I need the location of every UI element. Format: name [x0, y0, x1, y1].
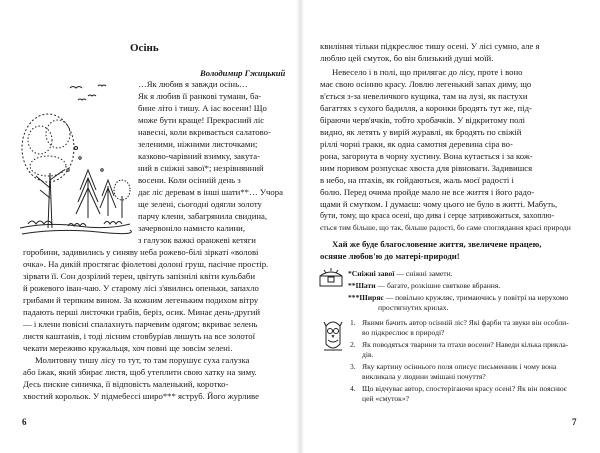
text-line: болю. Перед очима пройде мало не все життя і його радо- [320, 187, 535, 197]
text-line: зеленими, ніжними листочками; [138, 139, 258, 149]
text-line: горобини, задивились у синяву неба рожево-білі зіркаті «волові [23, 247, 259, 257]
text-line: в'ється з-за невеличкого кущика, там на лузі, як пастухи [320, 91, 528, 101]
text-line: восени. Коли осінній день з [138, 175, 241, 185]
page-number: 6 [22, 417, 27, 427]
text-line: парчу клени, забагрянила свидина, [138, 211, 268, 221]
text-line: ним поривом розпускає хвоста для рівноваги. Задивишся [320, 163, 533, 173]
tree-illustration [18, 78, 132, 236]
text-line: ріллі чорні граки, як одна самотня деревина сіра во- [320, 139, 513, 149]
text-line: чекати мереживо кружальця, хоч повні ще зовсім зелені. [23, 343, 233, 353]
text-line: з галузок важкі оранжеві кетяги [138, 235, 256, 245]
text-line: бути, тому, що краса осені, що дива і серце затривожиться, захоплю- [320, 211, 555, 220]
text-line: хвостий корольок. У підмебессі широ*** яструб. Його журливе [23, 391, 259, 401]
chest-icon [318, 268, 344, 288]
text-line: бине літо і тишу. А іас восени! Що [138, 103, 267, 113]
question-text: во підкреслює в природі? [362, 328, 445, 337]
text-line: зірвати її. Сон дозрілий терен, цвітуть запізнілі квіти кульбаби [23, 271, 255, 281]
question-text: викликала у людини змішані почуття? [362, 372, 486, 381]
text-line: може бути краще! Прекрасний ліс [138, 115, 265, 125]
text-line: багаттях з сухого бадилля, а коронки бродять тут же, під- [320, 103, 532, 113]
text-line: рона, загорнута в чорну хустину. Вона кутається і за кож- [320, 151, 533, 161]
footnote: простягнутих крилах. [378, 303, 449, 312]
question-text: дів. [362, 350, 374, 359]
text-line: — і клени повісні спалахнуть парчевим одягом; вкриває зелень [23, 319, 258, 329]
text-line: листя каштанів, і тоді лісним стовбуріав лишуть на все золотої [23, 331, 255, 341]
text-line: грибами й терпким вином. За кожним легеньким подихом вітру [23, 295, 259, 305]
text-line: квиління тільки підкреслює тишу осені. У лісі сумно, але я [320, 41, 540, 51]
page-title: Осінь [130, 42, 159, 54]
text-line: казково-чарівний взимку, закута- [138, 151, 260, 161]
text-line: ний в сніжні завої*; незрівнянний [138, 163, 264, 173]
text-line: Молитовну тишу лісу то тут, то там порушує суха галузка [35, 355, 250, 365]
page-number: 7 [572, 417, 577, 427]
text-line: або їжак, який збирає листя, щоб утеплити свою хатку на зиму. [23, 367, 257, 377]
footnote: ***Ширяє — повільно кружляє, тримаючись у повітрі на нерухомо [348, 293, 569, 302]
question-number: 2. [350, 340, 356, 349]
text-line: ще зелені, сьогодні одягли золоту [138, 199, 262, 209]
text-line: Як я любив її ранкові тумани, ба- [138, 91, 262, 101]
text-line: ється тим більше, що так, більше радості, бо саме споглядання красі природи [320, 223, 571, 232]
text-line: навесні, коли вкривається салатово- [138, 127, 271, 137]
question-number: 3. [350, 362, 356, 371]
question-text: Яку картину осіннього поля описує письменник і чому вона [362, 362, 557, 371]
author-name: Володимир Гжицький [200, 68, 286, 78]
text-line: щами й смутком. І думаєш: чому цього не було в житті. Мабуть, [320, 199, 558, 209]
question-number: 4. [350, 384, 356, 393]
text-line: біраючи черв'ячків, тобто хробачків. У відкритому полі [320, 115, 526, 125]
text-line: й рожевого іван-чаю. У старому лісі з'явились опеньки, запахло [23, 283, 259, 293]
text-line: Невесело і в полі, що прилягає до лісу, проте і воно [332, 67, 523, 77]
question-number: 1. [350, 318, 356, 327]
question-text: Якими бачить автор осінній ліс? Які фарби та звуки він особли- [362, 318, 569, 327]
text-line: видно, як летять у вирій журавлі, як бродять по свіжій [320, 127, 522, 137]
text-line: падають перші листочки грабів, беріз, осик. Минає день-другий [23, 307, 261, 317]
footnote: **Шати — багате, розкішне святкове вбрання. [348, 281, 501, 290]
closing-line: осяяне любов'ю до матері-природи! [320, 251, 460, 261]
text-line: в небо, на птахів, як гойдаються, жаль моєї радості і [320, 175, 514, 185]
text-line: зачервоніло намисто калини, [138, 223, 245, 233]
closing-line: Хай же буде благословенне життя, звеличене працею, [332, 239, 542, 249]
footnote: *Сніжні завої — сніжні замети. [348, 269, 453, 278]
owl-icon [322, 318, 344, 352]
question-text: Що відчуває автор, спостерігаючи красу осені? Як він пояснює [362, 384, 567, 393]
right-page [300, 0, 600, 453]
text-line: дає ліс деревам в інші шати**… Учора [138, 187, 283, 197]
text-line: …Як любив я завжди осінь… [138, 79, 248, 89]
question-text: Як поводяться тварини та птахи восени? Наведи кілька прикла- [362, 340, 569, 349]
text-line: має свою осінню красу. Ловлю легенький запах диму, що [320, 79, 532, 89]
question-text: цей «смуток»? [362, 394, 410, 403]
text-line: люблю цей смуток, бо він близький душі моїй. [320, 53, 494, 63]
text-line: очка». На дикій простягає фіолетові долоні груш, пасічне простір. [23, 259, 269, 269]
text-line: Десь пискне синичка, її відповість маленький, коротко- [23, 379, 229, 389]
